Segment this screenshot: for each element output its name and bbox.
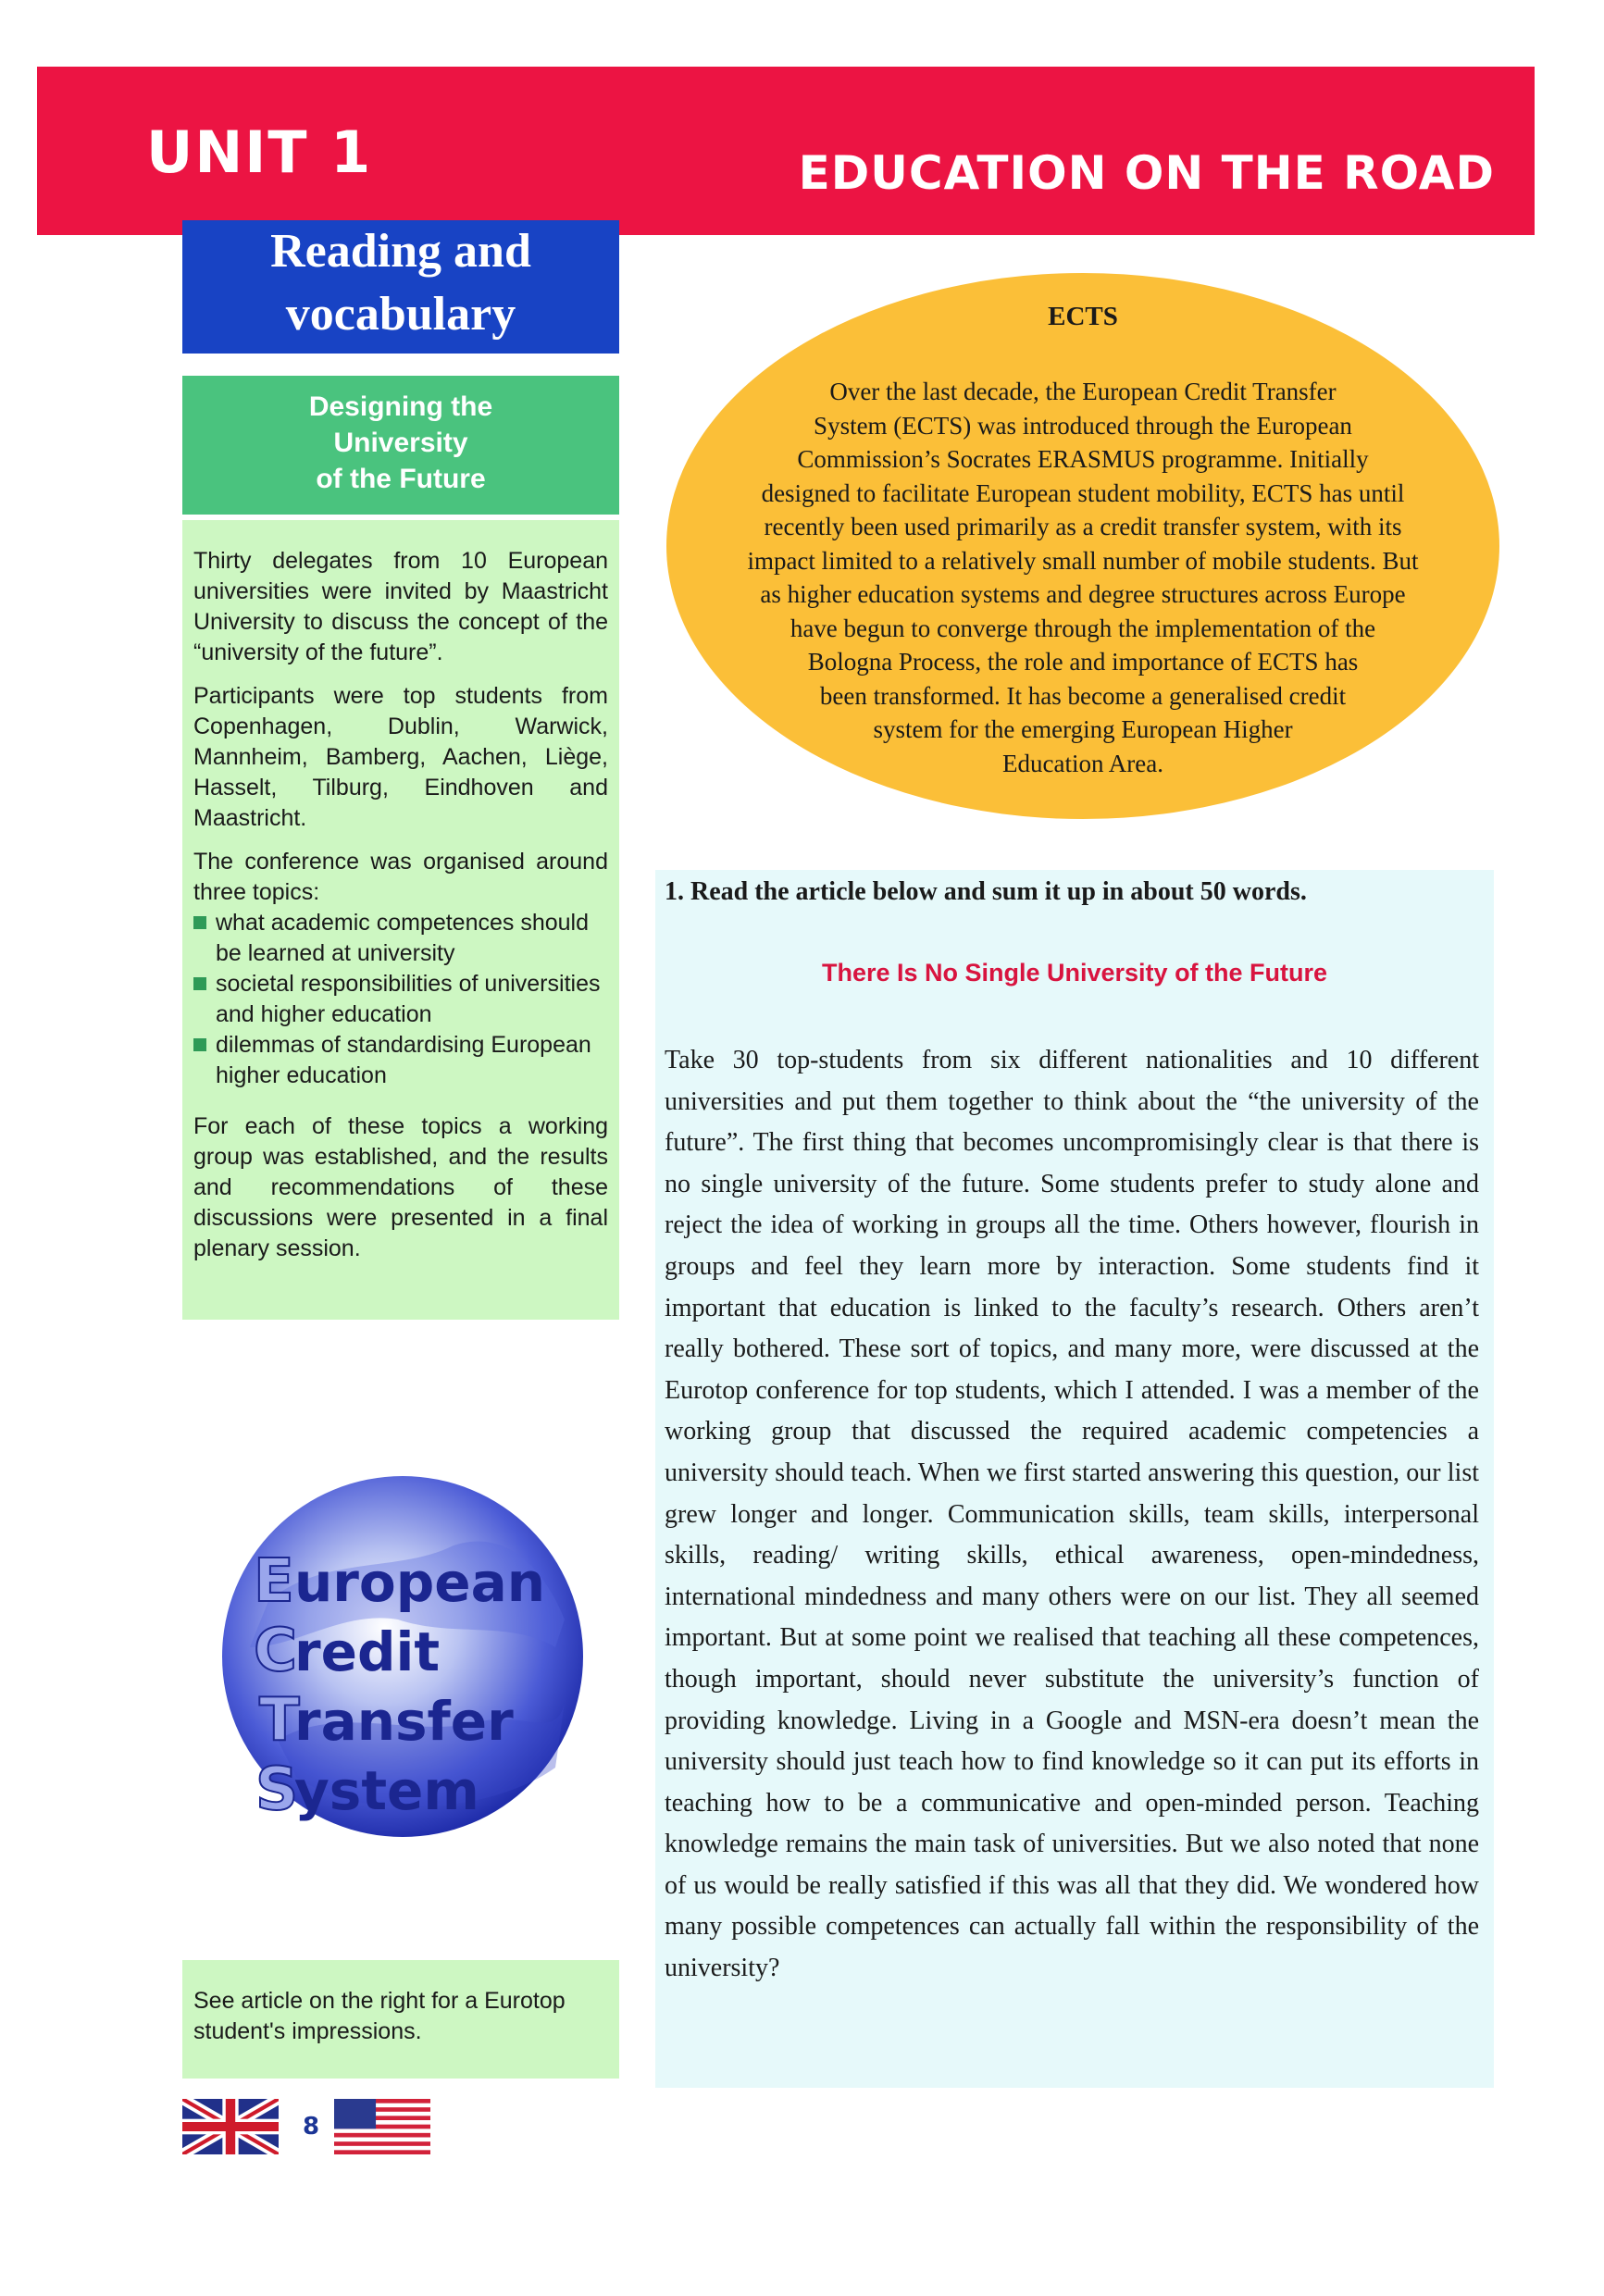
ects-line: system for the emerging European Higher xyxy=(873,715,1293,743)
list-item xyxy=(193,908,608,969)
logo-initial: E xyxy=(254,1547,294,1616)
ects-globe-logo xyxy=(213,1462,602,1851)
article-body: Take 30 top-students from six different nationalities and 10 different universities and put them together to think about the “the university of the future”. The first thing that becomes uncompromisingly clear is that there is no single university of the future. Some students prefer to study alone and reject the idea of working in groups all the time. Others however, flourish in groups and feel they learn more by interaction. Some students find it important that education is linked to the faculty’s research. Others aren’t really bothered. These sort of topics, and many more, were discussed at the Eurotop conference for top students, which I attended. I was a member of the working group that discussed the required academic competencies a university should teach. When we first started answering this question, our list grew longer and longer. Communication skills, team skills, interpersonal skills, reading/ writing skills, ethical awareness, open-mindedness, international mindedness and many others were on our list. They all seemed important. But at some point we realised that teaching all these competences, though important, should never substitute the university’s function of providing knowledge. Living in a Google and MSN-era doesn’t mean the university should just teach how to find knowledge so it can put its efforts in teaching how to be a communicative and open-minded person. Teaching knowledge remains the main task of universities. But we also noted that none of us would be really satisfied if this was all that they did. We wondered how many possible competences can actually fall within the responsibility of the university? xyxy=(665,1046,1479,1983)
ects-line: designed to facilitate European student mobility, ECTS has until xyxy=(761,478,1405,507)
ects-line: have begun to converge through the implementation of the xyxy=(790,614,1376,642)
ects-line: as higher education systems and degree structures across Europe xyxy=(760,580,1406,608)
topic-heading-box xyxy=(182,376,619,515)
ects-description xyxy=(666,375,1499,780)
topic-heading-line1: Designing the xyxy=(308,391,493,422)
topic-list xyxy=(193,908,608,1091)
sidebar-closing: For each of these topics a working group was established, and the results and recommendations of these discussions were presented in a final plenary session. xyxy=(193,1113,608,1261)
list-item xyxy=(193,1030,608,1091)
topic-heading-line3: of the Future xyxy=(316,464,486,494)
sidebar-note xyxy=(182,1960,619,2079)
square-bullet-icon xyxy=(193,916,206,929)
logo-word: redit xyxy=(294,1620,441,1683)
list-item-text: what academic competences should be learned at university xyxy=(216,910,590,966)
sidebar-paragraph: Thirty delegates from 10 European universities were invited by Maastricht University to discuss the concept of the “university of the future”. xyxy=(193,548,608,665)
logo-word: uropean xyxy=(294,1551,546,1614)
list-item xyxy=(193,969,608,1030)
vocabulary-line: vocabulary xyxy=(285,288,516,341)
ects-line: been transformed. It has become a generalised credit xyxy=(819,681,1347,710)
uk-flag-icon xyxy=(182,2099,279,2154)
us-flag-icon xyxy=(334,2099,430,2154)
logo-initial: C xyxy=(254,1617,297,1685)
reading-line: Reading and xyxy=(270,225,531,278)
ects-line: Over the last decade, the European Credit Transfer xyxy=(829,378,1337,405)
logo-word: ransfer xyxy=(294,1690,514,1753)
unit-title: UNIT 1 xyxy=(146,118,373,186)
ects-title: ECTS xyxy=(1048,302,1118,331)
logo-initial: S xyxy=(255,1756,299,1824)
ects-line: impact limited to a relatively small number of mobile students. But xyxy=(747,546,1419,575)
sidebar-paragraph: The conference was organised around three topics: xyxy=(193,849,608,905)
exercise-question: 1. Read the article below and sum it up in about 50 words. xyxy=(665,877,1307,906)
square-bullet-icon xyxy=(193,1038,206,1051)
topic-heading-line2: University xyxy=(333,428,468,458)
reading-vocabulary-box xyxy=(182,220,619,354)
logo-initial: T xyxy=(259,1686,300,1755)
logo-word: ystem xyxy=(294,1759,479,1822)
page-number: 8 xyxy=(302,2113,320,2141)
ects-line: Commission’s Socrates ERASMUS programme. Initially xyxy=(797,445,1369,473)
sidebar-paragraph: Participants were top students from Copenhagen, Dublin, Warwick, Mannheim, Bamberg, Aachen, Liège, Hasselt, Tilburg, Eindhoven and Maastricht. xyxy=(193,683,608,831)
list-item-text: dilemmas of standardising European higher education xyxy=(216,1032,591,1088)
ects-line: System (ECTS) was introduced through the European xyxy=(814,411,1352,440)
sidebar-summary xyxy=(182,520,619,1320)
article-title: There Is No Single University of the Future xyxy=(821,959,1328,987)
ects-line: recently been used primarily as a credit transfer system, with its xyxy=(764,513,1402,540)
square-bullet-icon xyxy=(193,977,206,990)
sidebar-note-text: See article on the right for a Eurotop student's impressions. xyxy=(193,1988,566,2044)
section-title: EDUCATION ON THE ROAD xyxy=(798,146,1495,200)
ects-line: Education Area. xyxy=(1002,749,1163,777)
list-item-text: societal responsibilities of universities and higher education xyxy=(216,971,601,1027)
ects-line: Bologna Process, the role and importance of ECTS has xyxy=(807,648,1359,676)
